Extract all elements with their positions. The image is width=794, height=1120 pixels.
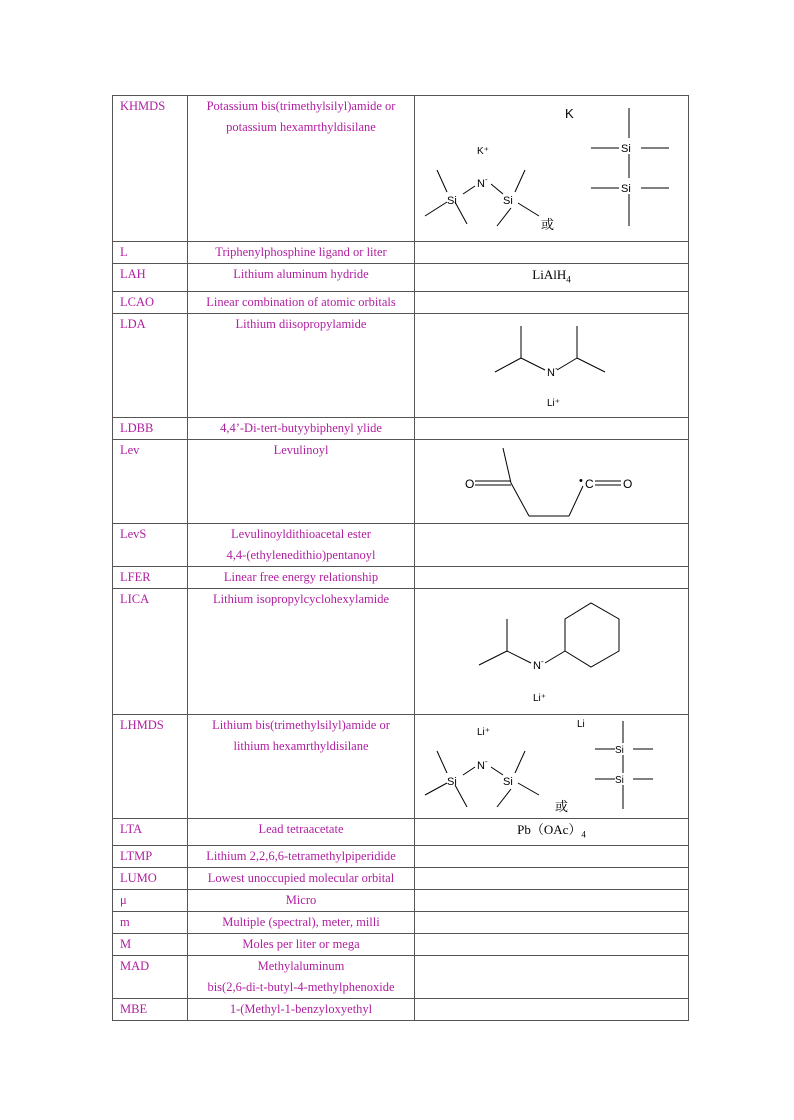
- table-row: [113, 242, 689, 264]
- c-atom: C: [585, 476, 594, 491]
- abbr-cell: LHMDS: [113, 714, 188, 818]
- meaning-cell: Lead tetraacetate: [188, 818, 415, 846]
- table-row: [113, 868, 689, 890]
- table-row: [113, 566, 689, 588]
- si-atom: Si: [621, 143, 631, 155]
- lda-structure: [415, 314, 688, 418]
- meaning-cell: Potassium bis(trimethylsilyl)amide or potassium hexamrthyldisilane: [188, 96, 415, 242]
- si-atom: Si: [503, 775, 513, 788]
- table-row: [113, 417, 689, 439]
- si-atom: Si: [447, 195, 457, 207]
- abbr-cell: M: [113, 934, 188, 956]
- meaning-cell: Lithium bis(trimethylsilyl)amide or lithium hexamrthyldisilane: [188, 714, 415, 818]
- structure-cell: [415, 566, 689, 588]
- meaning-cell: Lithium aluminum hydride: [188, 264, 415, 292]
- structure-cell: [415, 96, 689, 242]
- svg-text:-: -: [485, 756, 488, 766]
- table-row: [113, 999, 689, 1021]
- abbr-cell: MBE: [113, 999, 188, 1021]
- o-atom: O: [623, 476, 633, 491]
- structure-cell: [415, 242, 689, 264]
- abbr-cell: LevS: [113, 523, 188, 566]
- abbr-cell: LUMO: [113, 868, 188, 890]
- table-row: [113, 264, 689, 292]
- n-atom: N: [533, 659, 541, 672]
- table-row: [113, 912, 689, 934]
- abbr-cell: LDA: [113, 313, 188, 417]
- meaning-cell: Micro: [188, 890, 415, 912]
- table-row: [113, 818, 689, 846]
- lhmds-structure: [415, 715, 688, 819]
- cation-label: Li⁺: [533, 692, 547, 704]
- si-atom: Si: [621, 183, 631, 195]
- abbr-cell: LDBB: [113, 417, 188, 439]
- structure-cell: [415, 523, 689, 566]
- table-row: [113, 439, 689, 523]
- structure-cell: [415, 956, 689, 999]
- meaning-cell: Lowest unoccupied molecular orbital: [188, 868, 415, 890]
- table-row: [113, 523, 689, 566]
- table-row: [113, 96, 689, 242]
- or-label: 或: [541, 217, 555, 232]
- svg-text:-: -: [485, 175, 488, 184]
- meaning-cell: Lithium isopropylcyclohexylamide: [188, 588, 415, 714]
- khmds-structure: [415, 96, 688, 242]
- n-atom: N: [477, 759, 485, 772]
- meaning-cell: Lithium 2,2,6,6-tetramethylpiperidide: [188, 846, 415, 868]
- table-row: [113, 934, 689, 956]
- svg-text:-: -: [541, 656, 544, 666]
- abbr-cell: LTA: [113, 818, 188, 846]
- cation-label: Li⁺: [477, 726, 491, 738]
- abbr-cell: L: [113, 242, 188, 264]
- structure-cell: [415, 439, 689, 523]
- table-row: [113, 291, 689, 313]
- svg-text:-: -: [555, 363, 558, 373]
- abbr-cell: LFER: [113, 566, 188, 588]
- abbr-cell: Lev: [113, 439, 188, 523]
- si-atom: Si: [615, 774, 624, 786]
- si-atom: Si: [503, 195, 513, 207]
- structure-cell: [415, 999, 689, 1021]
- structure-cell: [415, 313, 689, 417]
- n-atom: N: [477, 178, 485, 190]
- table-row: [113, 313, 689, 417]
- meaning-cell: Linear combination of atomic orbitals: [188, 291, 415, 313]
- meaning-cell: 4,4’-Di-tert-butyybiphenyl ylide: [188, 417, 415, 439]
- or-label: 或: [555, 798, 569, 814]
- metal-label: Li: [577, 718, 585, 730]
- structure-cell: [415, 417, 689, 439]
- structure-cell: [415, 588, 689, 714]
- structure-cell: [415, 846, 689, 868]
- meaning-cell: Linear free energy relationship: [188, 566, 415, 588]
- abbr-cell: LTMP: [113, 846, 188, 868]
- abbr-cell: MAD: [113, 956, 188, 999]
- o-atom: O: [465, 476, 475, 491]
- meaning-cell: Triphenylphosphine ligand or liter: [188, 242, 415, 264]
- formula: $Pb(OAc)_4$: [517, 821, 586, 840]
- abbr-cell: μ: [113, 890, 188, 912]
- cation-label: K⁺: [477, 146, 489, 157]
- meaning-cell: 1-(Methyl-1-benzyloxyethyl: [188, 999, 415, 1021]
- table-row: [113, 714, 689, 818]
- meaning-cell: Moles per liter or mega: [188, 934, 415, 956]
- n-atom: N: [547, 366, 555, 379]
- table-row: [113, 588, 689, 714]
- structure-cell: [415, 818, 689, 846]
- meaning-cell: Levulinoyl: [188, 439, 415, 523]
- cation-label: Li⁺: [547, 397, 561, 409]
- abbr-cell: LCAO: [113, 291, 188, 313]
- structure-cell: [415, 291, 689, 313]
- abbr-cell: LAH: [113, 264, 188, 292]
- svg-text:•: •: [579, 474, 583, 487]
- abbreviation-table: [112, 95, 689, 1021]
- si-atom: Si: [615, 744, 624, 756]
- meaning-cell: Multiple (spectral), meter, milli: [188, 912, 415, 934]
- abbr-cell: KHMDS: [113, 96, 188, 242]
- formula: LiAlH$_4$: [532, 267, 571, 285]
- lica-structure: [415, 589, 688, 715]
- abbr-cell: LICA: [113, 588, 188, 714]
- abbr-cell: m: [113, 912, 188, 934]
- structure-cell: [415, 714, 689, 818]
- lev-structure: [415, 440, 688, 524]
- structure-cell: [415, 890, 689, 912]
- structure-cell: [415, 868, 689, 890]
- table-row: [113, 846, 689, 868]
- si-atom: Si: [447, 775, 457, 788]
- structure-cell: [415, 912, 689, 934]
- structure-cell: [415, 934, 689, 956]
- meaning-cell: Methylaluminum bis(2,6-di-t-butyl-4-methylphenoxide: [188, 956, 415, 999]
- table-row: [113, 956, 689, 999]
- metal-label: K: [565, 106, 574, 121]
- structure-cell: [415, 264, 689, 292]
- meaning-cell: Lithium diisopropylamide: [188, 313, 415, 417]
- meaning-cell: Levulinoyldithioacetal ester 4,4-(ethylenedithio)pentanoyl: [188, 523, 415, 566]
- table-row: [113, 890, 689, 912]
